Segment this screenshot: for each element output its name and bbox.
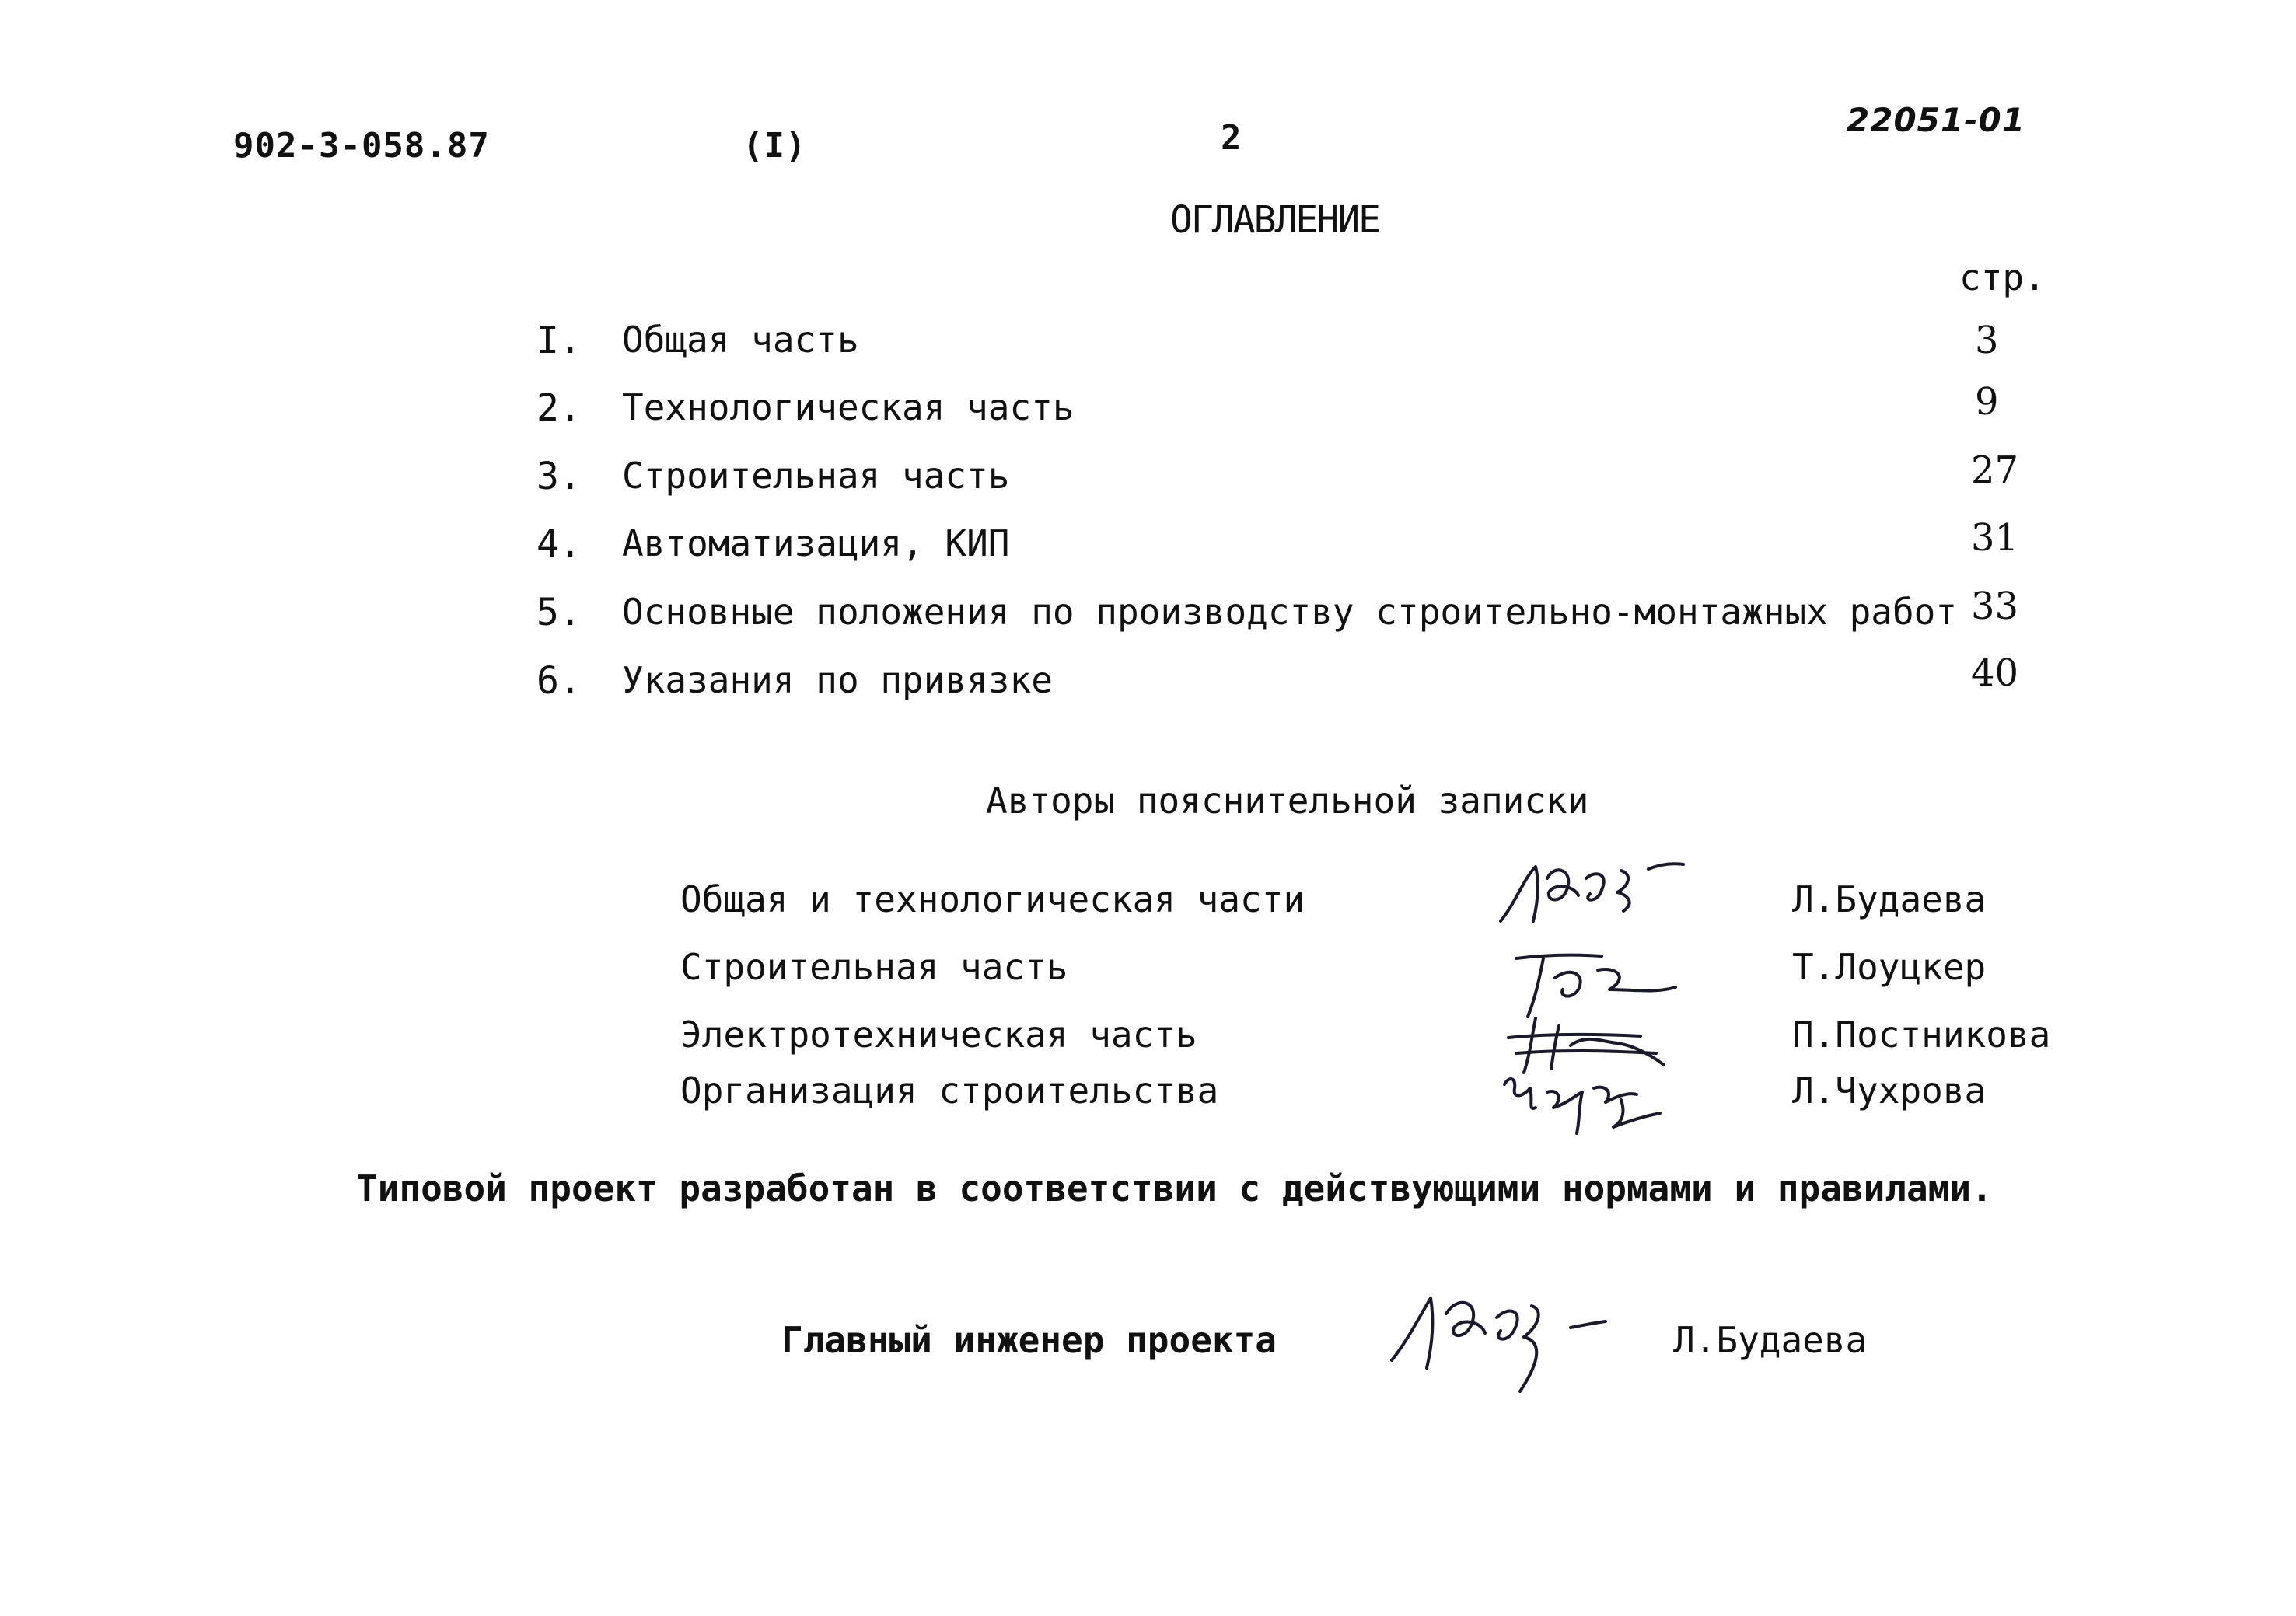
toc-item-page: 27: [1971, 449, 2019, 492]
author-name: Л.Чухрова: [1792, 1070, 1987, 1112]
toc-item-number: 4.: [536, 522, 582, 566]
author-row: [0, 878, 2296, 933]
toc-title: ОГЛАВЛЕНИЕ: [1170, 198, 1379, 242]
author-row: [0, 1014, 2296, 1068]
part-number: (I): [743, 126, 807, 166]
toc-item-title: Указания по привязке: [622, 659, 1053, 701]
toc-item-title: Строительная часть: [622, 455, 1010, 497]
compliance-statement: Типовой проект разработан в соответствии с действующими нормами и правилами.: [356, 1167, 1993, 1209]
toc-row: [0, 319, 2296, 373]
toc-row: [0, 449, 2296, 509]
author-name: П.Постникова: [1792, 1014, 2051, 1056]
page-number: 2: [1221, 118, 1242, 158]
toc-item-page: 31: [1971, 516, 2019, 560]
toc-page-column-label: стр.: [1959, 257, 2046, 298]
author-role: Строительная часть: [680, 946, 1068, 988]
toc-item-title: Основные положения по производству строительно-монтажных работ: [622, 591, 1958, 633]
authors-title: Авторы пояснительной записки: [986, 780, 1589, 822]
inventory-number: 22051-01: [1847, 101, 2025, 139]
signature-chukhrova: [1493, 1065, 1672, 1143]
signature-budaeva: [1493, 847, 1695, 933]
toc-row: [0, 516, 2296, 577]
toc-item-page: 3: [1975, 319, 1999, 362]
chief-engineer-role: Главный инженер проекта: [781, 1319, 1277, 1361]
author-name: Т.Лоуцкер: [1792, 946, 1987, 988]
toc-item-number: 2.: [536, 386, 582, 430]
toc-item-number: 6.: [536, 659, 582, 703]
toc-item-page: 33: [1971, 585, 2019, 628]
author-role: Электротехническая часть: [680, 1014, 1197, 1056]
author-name: Л.Будаева: [1792, 878, 1987, 920]
signature-chief-engineer: [1384, 1283, 1625, 1399]
toc-item-page: 9: [1975, 380, 1999, 424]
author-role: Общая и технологическая части: [680, 878, 1305, 920]
toc-item-number: I.: [536, 319, 582, 362]
author-row: [0, 946, 2296, 1000]
toc-row: [0, 651, 2296, 714]
toc-item-title: Общая часть: [622, 319, 859, 361]
author-role: Организация строительства: [680, 1070, 1219, 1112]
toc-item-number: 5.: [536, 591, 582, 634]
toc-item-title: Технологическая часть: [622, 386, 1075, 428]
toc-row: [0, 585, 2296, 645]
document-number: 902-3-058.87: [233, 126, 490, 166]
toc-row: [0, 380, 2296, 441]
toc-item-number: 3.: [536, 455, 582, 498]
author-row: [0, 1070, 2296, 1124]
chief-engineer-name: Л.Будаева: [1673, 1319, 1868, 1361]
toc-item-page: 40: [1971, 651, 2019, 695]
toc-item-title: Автоматизация, КИП: [622, 522, 1010, 564]
